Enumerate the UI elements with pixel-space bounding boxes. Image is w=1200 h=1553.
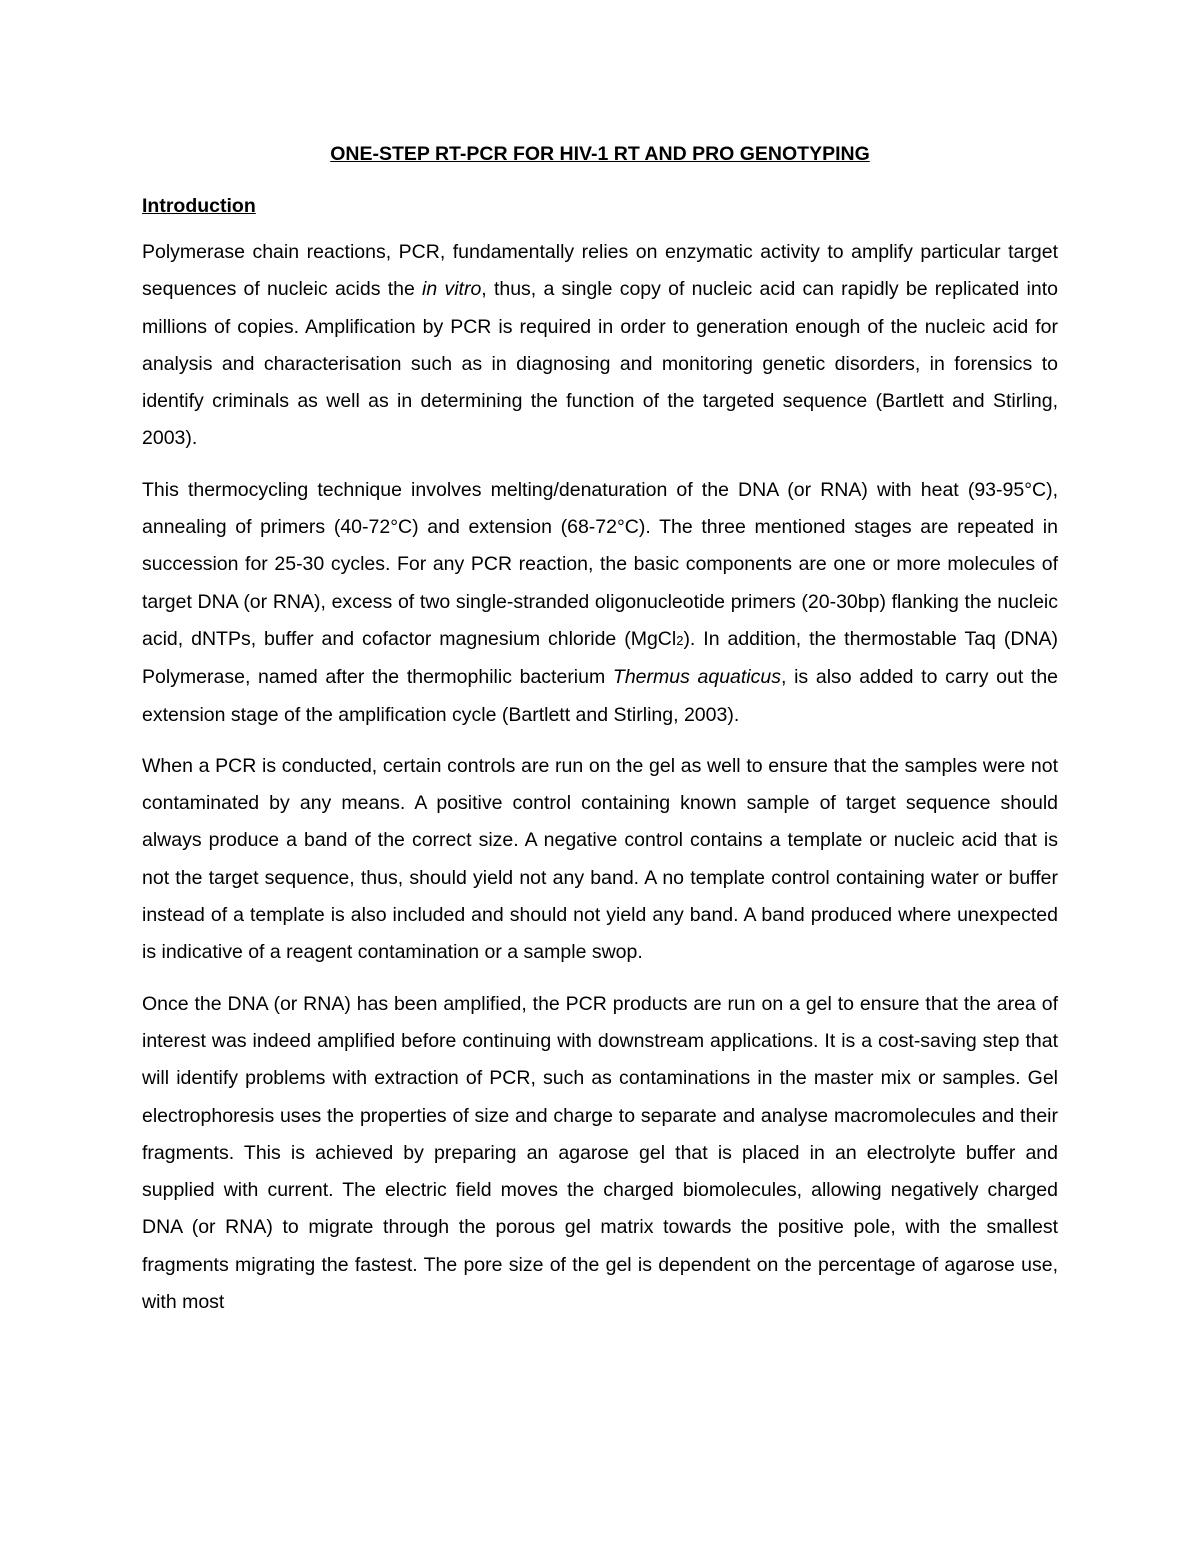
paragraph-3: When a PCR is conducted, certain controls are run on the gel as well to ensure that the samples were not contaminated by any means. A positive control containing known sample of target sequence should always produce a band of the correct size. A negative control contains a template or nucleic acid that is not the target sequence, thus, should yield not any band. A no template control containing water or buffer instead of a template is also included and should not yield any band. A band produced where unexpected is indicative of a reagent contamination or a sample swop. <box>142 754 1058 964</box>
paragraph-2-subscript: 2 <box>676 632 684 648</box>
paragraph-1-part-a: Polymerase chain reactions, PCR, fundamentally relies on enzymatic activity to amplify particular target sequences of nucleic acids the <box>142 241 1058 301</box>
document-title: ONE-STEP RT-PCR FOR HIV-1 RT AND PRO GENOTYPING <box>330 143 870 165</box>
document-page <box>142 141 1058 1321</box>
paragraph-1-italic: in vitro <box>422 278 482 301</box>
paragraph-2-part-c: , is also added to carry out the extension stage of the amplification cycle (Bartlett and Stirling, 2003). <box>142 666 1059 726</box>
paragraph-2 <box>142 472 1058 734</box>
paragraph-2-italic: Thermus aquaticus <box>612 666 781 689</box>
paragraph-4: Once the DNA (or RNA) has been amplified, the PCR products are run on a gel to ensure that the area of interest was indeed amplified before continuing with downstream applications. It is a cost-saving step that will identify problems with extraction of PCR, such as contaminations in the master mix or samples. Gel electrophoresis uses the properties of size and charge to separate and analyse macromolecules and their fragments. This is achieved by preparing an agarose gel that is placed in an electrolyte buffer and supplied with current. The electric field moves the charged biomolecules, allowing negatively charged DNA (or RNA) to migrate through the porous gel matrix towards the positive pole, with the smallest fragments migrating the fastest. The pore size of the gel is dependent on the percentage of agarose use, with most <box>142 992 1058 1314</box>
paragraph-1 <box>142 234 1058 458</box>
paragraph-2-part-b: ). In addition, the thermostable Taq (DNA) Polymerase, named after the thermophilic bacterium <box>142 627 1058 689</box>
paragraph-2-part-a: This thermocycling technique involves melting/denaturation of the DNA (or RNA) with heat (93-95°C), annealing of primers (40-72°C) and extension (68-72°C). The three mentioned stages are repeated in succession for 25-30 cycles. For any PCR reaction, the basic components are one or more molecules of target DNA (or RNA), excess of two single-stranded oligonucleotide primers (20-30bp) flanking the nucleic acid, dNTPs, buffer and cofactor magnesium chloride (MgCl <box>142 478 1058 650</box>
paragraph-1-part-b: , thus, a single copy of nucleic acid can rapidly be replicated into millions of copies. Amplification by PCR is required in order to generation enough of the nucleic acid for analysis and characterisation such as in diagnosing and monitoring genetic disorders, in forensics to identify criminals as well as in determining the function of the targeted sequence (Bartlett and Stirling, 2003). <box>142 278 1058 450</box>
section-heading-introduction: Introduction <box>142 195 256 217</box>
